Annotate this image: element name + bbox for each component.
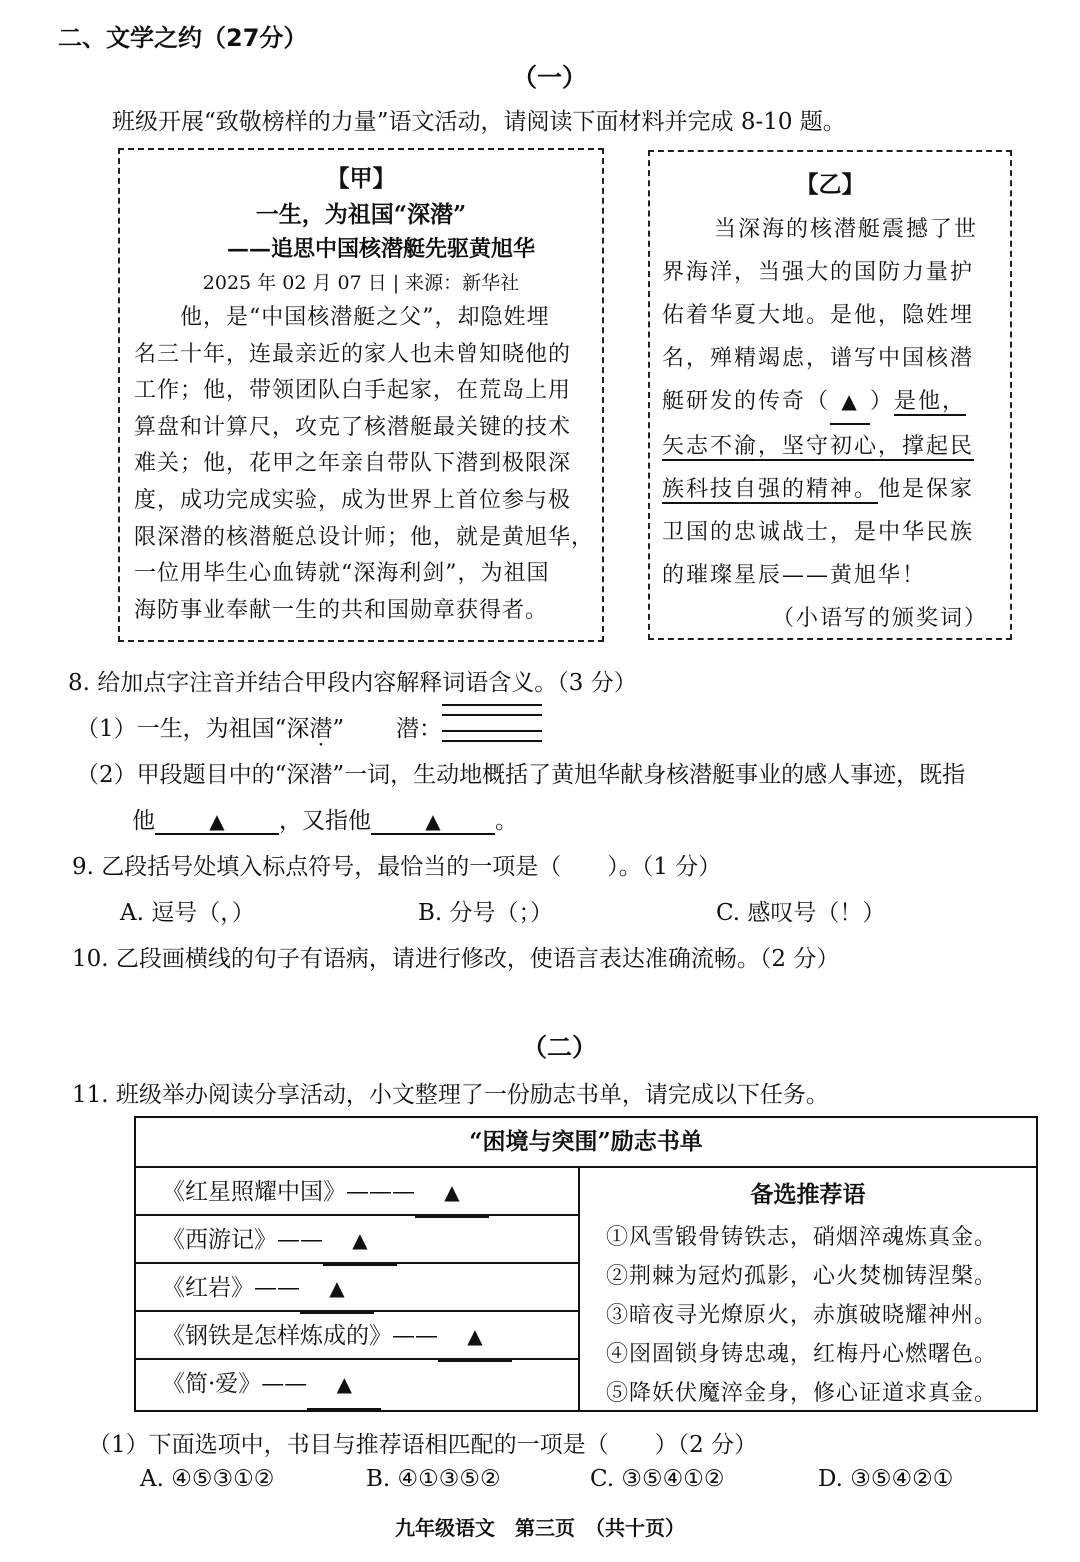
- jia-label: 【甲】: [326, 165, 396, 192]
- table-title: “困境与突围”励志书单: [136, 1118, 1036, 1168]
- jia-title: 一生，为祖国“深潜”: [255, 201, 467, 228]
- q8-sub2-end: 。: [495, 808, 518, 834]
- jia-line: 难关；他，花甲之年亲自带队下潜到极限深: [134, 451, 572, 477]
- yi-line: 界海洋，当强大的国防力量护: [662, 260, 975, 285]
- section-title: 二、文学之约（27分）: [58, 24, 308, 52]
- q9-option-b: B. 分号（；）: [418, 900, 554, 926]
- book-row: [136, 1168, 578, 1216]
- passage-yi-box: [648, 150, 1012, 640]
- yi-line: 名，殚精竭虑，谱写中国核潜: [662, 346, 975, 371]
- book-row: [136, 1360, 578, 1408]
- book-name: 《钢铁是怎样炼成的》——: [162, 1323, 438, 1349]
- answer-line: [442, 740, 542, 742]
- yi-signature: （小语写的颁奖词）: [772, 606, 989, 631]
- q11-option-d: D. ③⑤④②①: [818, 1466, 954, 1492]
- q8-sub2-text: ，又指他: [279, 808, 371, 834]
- q11-option-a: A. ④⑤③①②: [140, 1466, 275, 1492]
- book-name: 《简·爱》——: [162, 1371, 308, 1397]
- book-blank: ▲: [438, 1312, 512, 1362]
- q11-option-b: B. ④①③⑤②: [366, 1466, 501, 1492]
- passage-jia-box: [118, 148, 604, 642]
- book-blank: ▲: [415, 1168, 489, 1218]
- rec-item: ②荆棘为冠灼孤影，心火焚枷铸涅槃。: [606, 1264, 998, 1289]
- q8-stem: 8. 给加点字注音并结合甲段内容解释词语含义。（3 分）: [68, 670, 637, 696]
- yi-body: [662, 208, 1007, 640]
- book-row: [136, 1312, 578, 1360]
- book-name: 《红星照耀中国》———: [162, 1179, 415, 1205]
- jia-line: 限深潜的核潜艇总设计师；他，就是黄旭华，: [134, 524, 595, 550]
- jia-line: 他，是“中国核潜艇之父”，却隐姓埋: [180, 305, 550, 330]
- q8-sub2-line2: [132, 802, 518, 835]
- yi-line5-paren: ）: [870, 389, 895, 414]
- yi-line7-text: 他是保家: [878, 477, 975, 502]
- book-row: [136, 1264, 578, 1312]
- q11-sub1-stem: （1）下面选项中，书目与推荐语相匹配的一项是（ ）（2 分）: [88, 1432, 758, 1458]
- pinyin-line: [442, 704, 542, 706]
- q8-sub2-text: 他: [132, 808, 155, 834]
- book-blank: ▲: [307, 1360, 381, 1410]
- q8-sub1: [76, 710, 344, 743]
- q8-sub1-text: （1）一生，为祖国“深: [76, 716, 310, 742]
- yi-line: 的璀璨星辰——黄旭华！: [662, 563, 927, 588]
- q8-sub1-quote: ”: [332, 716, 345, 742]
- yi-line: 当深海的核潜艇震撼了世: [714, 217, 979, 242]
- yi-underlined-end: 族科技自强的精神。: [662, 477, 879, 502]
- yi-line-7: [662, 468, 1007, 511]
- q8-blank-1: ▲: [155, 809, 279, 835]
- jia-subtitle: ——追思中国核潜艇先驱黄旭华: [226, 236, 535, 262]
- part2-marker: （二）: [522, 1033, 598, 1062]
- yi-underlined-start: 是他，: [894, 389, 967, 414]
- rec-item: ⑤降妖伏魔淬金身，修心证道求真金。: [606, 1381, 998, 1406]
- yi-underlined-line: 矢志不渝，坚守初心，撑起民: [662, 434, 975, 459]
- jia-body: [134, 300, 594, 629]
- jia-line: 度，成功完成实验，成为世界上首位参与极: [134, 487, 572, 513]
- jia-line: 名三十年，连最亲近的家人也未曾知晓他的: [134, 341, 572, 367]
- answer-line: [442, 730, 542, 732]
- book-row: [136, 1216, 578, 1264]
- q11-option-c: C. ③⑤④①②: [590, 1466, 725, 1492]
- q9-stem: 9. 乙段括号处填入标点符号，最恰当的一项是（ ）。（1 分）: [72, 854, 722, 880]
- jia-line: 一位用毕生心血铸就“深海利剑”，为祖国: [134, 561, 550, 587]
- book-blank: ▲: [300, 1264, 374, 1314]
- yi-line: 卫国的忠诚战士，是中华民族: [662, 520, 975, 545]
- q8-sub2-line1: （2）甲段题目中的“深潜”一词，生动地概括了黄旭华献身核潜艇事业的感人事迹，既指: [76, 762, 966, 788]
- rec-title: 备选推荐语: [750, 1181, 866, 1208]
- q8-dotted-char: 潜: [309, 716, 333, 742]
- yi-line5-text: 艇研发的传奇（: [662, 389, 831, 414]
- part1-intro: 班级开展“致敬榜样的力量”语文活动，请阅读下面材料并完成 8-10 题。: [112, 109, 846, 135]
- q9-option-a: A. 逗号（，）: [120, 900, 255, 926]
- page-footer: 九年级语文 第三页 （共十页）: [395, 1516, 685, 1540]
- q9-option-c: C. 感叹号（！）: [716, 900, 886, 926]
- jia-line: 工作；他，带领团队白手起家，在荒岛上用: [134, 378, 572, 404]
- part1-marker: （一）: [512, 63, 588, 92]
- yi-line: 佑着华夏大地。是他，隐姓埋: [662, 303, 975, 328]
- book-name: 《西游记》——: [162, 1227, 323, 1253]
- jia-line: 海防事业奉献一生的共和国勋章获得者。: [134, 597, 549, 623]
- jia-line: 算盘和计算尺，攻克了核潜艇最关键的技术: [134, 414, 572, 440]
- q10-stem: 10. 乙段画横线的句子有语病，请进行修改，使语言表达准确流畅。（2 分）: [72, 946, 840, 972]
- book-column: [136, 1168, 580, 1410]
- rec-item: ③暗夜寻光燎原火，赤旗破晓耀神州。: [606, 1303, 998, 1328]
- q8-blank-2: ▲: [371, 809, 495, 835]
- q11-stem: 11. 班级举办阅读分享活动，小文整理了一份励志书单，请完成以下任务。: [72, 1082, 829, 1108]
- yi-label: 【乙】: [795, 171, 865, 198]
- yi-line-5: [662, 380, 1007, 425]
- rec-item: ①风雪锻骨铸铁志，硝烟淬魂炼真金。: [606, 1225, 998, 1250]
- book-name: 《红岩》——: [162, 1275, 300, 1301]
- jia-meta: 2025 年 02 月 07 日 | 来源：新华社: [202, 272, 520, 294]
- book-blank: ▲: [323, 1216, 397, 1266]
- book-list-table: [134, 1116, 1038, 1412]
- rec-item: ④囹圄锁身铸忠魂，红梅丹心燃曙色。: [606, 1342, 998, 1367]
- yi-blank-triangle: ▲: [830, 380, 870, 425]
- q8-char-label: 潜：: [396, 716, 442, 742]
- pinyin-line: [442, 714, 542, 716]
